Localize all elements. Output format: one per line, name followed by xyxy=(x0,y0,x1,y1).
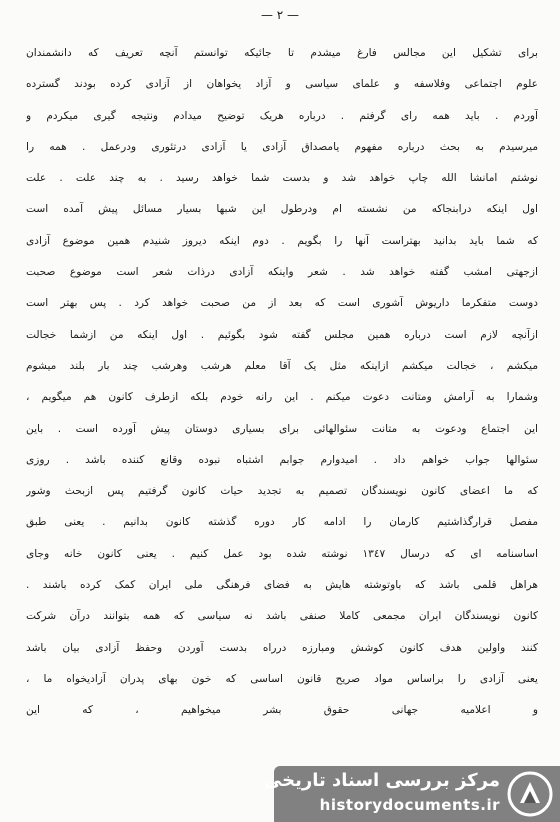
text-line: میرسیدم به بحث درباره مفهوم یامصداق آزادی یا آزادی درتئوری ودرعمل . همه را xyxy=(26,140,538,153)
text-line: برای تشکیل این مجالس فارغ میشدم تا جائیکه توانستم آنچه تعریف که دانشمندان xyxy=(26,47,538,59)
text-line: کنند واولین هدف کانون کوشش ومبارزه درراه بدست آوردن وحفظ آزادی بیان باشد xyxy=(26,641,538,654)
watermark-persian-text: مرکز بررسی اسناد تاریخی xyxy=(263,770,500,791)
text-line: که ما اعضای کانون نویسندگان تصمیم به تجدید حیات کانون گرفتیم پس ازبحث وشور xyxy=(26,485,538,498)
watermark-url-text: historydocuments.ir xyxy=(319,796,500,814)
text-line: ازجهتی امشب گفته خواهد شد . شعر واینکه آزادی درذات شعر است موضوع صحبت xyxy=(26,266,538,279)
text-line: یعنی آزادی را براساس مواد صریح قانون اساسی که خون بهای پدران آزادیخواه ما ، xyxy=(26,672,538,685)
text-line: میکشم ، خجالت میکشم ازاینکه مثل یک آقا معلم هرشب وهرشب چند بار بلند میشوم xyxy=(26,359,538,372)
text-line: اساسنامه ای که درسال ١٣٤٧ نوشته شده بود عمل کنیم . یعنی کانون خانه وجای xyxy=(26,547,538,560)
document-body xyxy=(26,38,538,727)
text-line: آوردم . باید همه رای گرفتم . درباره هریک توضیح میدادم ونتیجه گیری میکردم و xyxy=(26,109,538,122)
text-line: وشمارا به آرامش ومتانت دعوت میکنم . این رانه خودم بلکه ازطرف کانون هم میگویم ، xyxy=(26,391,538,404)
text-line: سئوالها جواب خواهم داد . امیدوارم جوابم اشتباه نبوده وقانع کننده باشد . روزی xyxy=(26,453,538,466)
text-line: و اعلامیه جهانی حقوق بشر میخواهیم ، که این xyxy=(26,704,538,717)
text-line: مفصل قرارگذاشتیم کارمان را ادامه کار دوره گذشته کانون بدانیم . یعنی طبق xyxy=(26,516,538,529)
text-line: اول اینکه درابنجاکه من نشسته ام ودرطول این شبها بسیار مسائل پیش آمده است xyxy=(26,203,538,216)
text-line: ازآنچه لازم است درباره همین مجلس گفته شود بگوئیم . اول اینکه من ازشما خجالت xyxy=(26,328,538,341)
text-line: این اجتماع ودعوت به متانت سئوالهائی برای بسیاری دوستان پیش آورده است . باین xyxy=(26,422,538,435)
text-line: هراهل قلمی باشد که باوتوشته هایش به فضای فرهنگی ملی ایران کمک کرده باشند . xyxy=(26,579,538,592)
text-line: نوشتم امانشا الله چاپ خواهد شد و بدست شما خواهد رسید . به چند علت . علت xyxy=(26,172,538,185)
text-line: که شما باید بدانید بهتراست آنها را بگویم . دوم اینکه دیروز شنیدم همین موضوع آزادی xyxy=(26,234,538,247)
archive-seal-icon xyxy=(506,770,554,818)
watermark xyxy=(263,766,560,822)
text-line: کانون نویسندگان ایران مجمعی کاملا صنفی باشد نه سیاسی که همه بتوانند درآن شرکت xyxy=(26,610,538,623)
page-number: — ٢ — xyxy=(260,8,300,22)
text-line: دوست متفکرما داریوش آشوری است که بعد از من صحبت خواهد کرد . پس بهتر است xyxy=(26,297,538,310)
text-line: علوم اجتماعی وفلاسفه و علمای سیاسی و آزاد یخواهان از آزادی کرده بودند گسترده xyxy=(26,78,538,91)
